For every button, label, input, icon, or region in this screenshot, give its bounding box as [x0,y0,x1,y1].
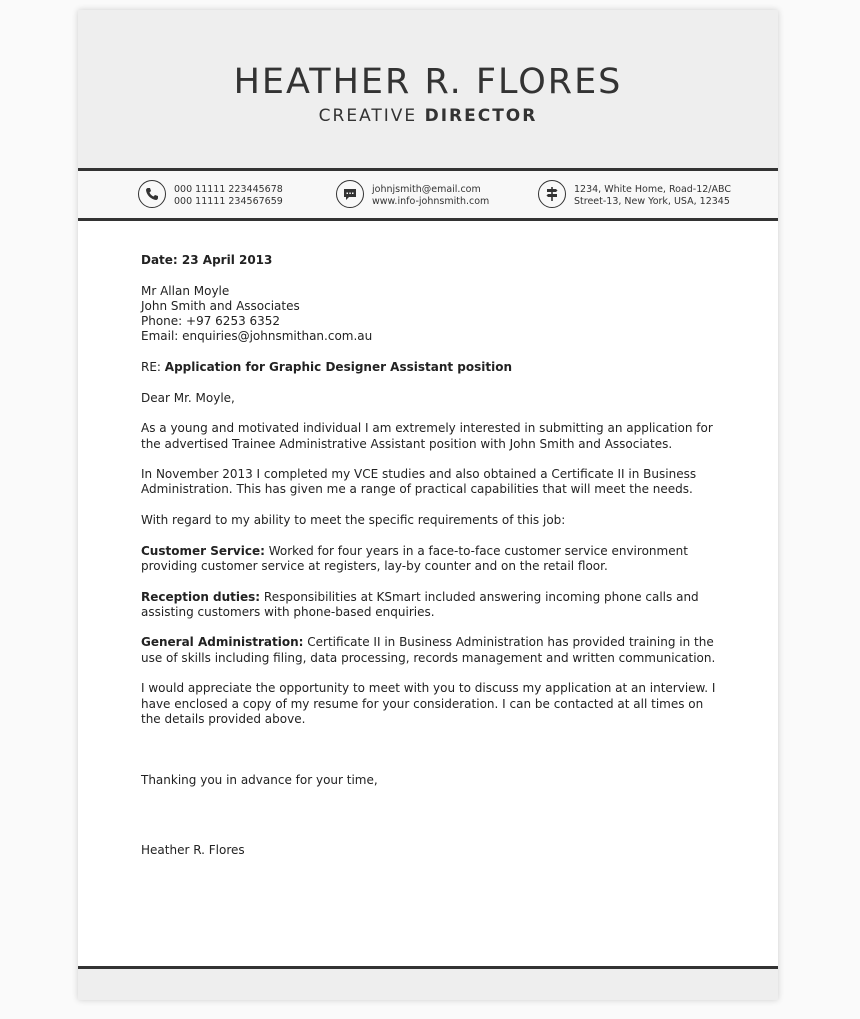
re-subject: Application for Graphic Designer Assistant position [164,360,513,375]
customer-service-text: Worked for four years in a face-to-face customer service environment providing customer service at registers, lay-by counter and on the retail floor. [141,543,688,573]
chat-icon [336,180,364,208]
re-prefix: RE: [141,360,165,375]
phone-line-2: 000 11111 234567659 [174,196,283,207]
reception-duties-text: Responsibilities at KSmart included answering incoming phone calls and assisting customers with phone-based enquiries. [141,589,699,619]
letter-page [78,10,778,1000]
address-line-2: Street-13, New York, USA, 12345 [574,196,730,207]
recipient-name: Mr Allan Moyle [141,283,230,298]
email-link[interactable]: johnjsmith@email.com [372,184,481,195]
reception-duties-item [141,590,721,621]
contact-bar [78,171,778,218]
recipient-phone: Phone: +97 6253 6352 [141,314,281,329]
paragraph-1: As a young and motivated individual I am extremely interested in submitting an application for the advertised Trainee Administrative Assistant position with John Smith and Associates. [141,421,713,451]
recipient-company: John Smith and Associates [141,298,300,313]
applicant-name: HEATHER R. FLORES [233,62,623,102]
salutation: Dear Mr. Moyle, [141,390,235,405]
customer-service-item [141,544,721,575]
general-admin-text: Certificate II in Business Administration has provided training in the use of skills including filing, data processing, records management and written communication. [141,635,716,665]
reception-duties-label: Reception duties: [141,589,261,604]
paragraph-2: In November 2013 I completed my VCE studies and also obtained a Certificate II in Business Administration. This has given me a range of practical capabilities that will meet the needs. [141,467,697,497]
general-admin-label: General Administration: [141,635,304,650]
footer-band [78,969,778,1000]
subject-line [141,360,721,375]
header [78,10,778,170]
recipient-email: Email: enquiries@johnsmithan.com.au [141,329,373,344]
paragraph-3: With regard to my ability to meet the specific requirements of this job: [141,513,566,528]
phone-icon [138,180,166,208]
letter-body [141,253,721,874]
general-admin-item [141,635,721,666]
contact-divider [78,218,778,221]
address-line-1: 1234, White Home, Road-12/ABC [574,184,731,195]
phone-line-1: 000 11111 223445678 [174,184,283,195]
signpost-icon [538,180,566,208]
closing: Thanking you in advance for your time, [141,772,378,787]
website-link[interactable]: www.info-johnsmith.com [372,196,490,207]
signature-name: Heather R. Flores [141,843,245,858]
job-title-light: CREATIVE [318,106,418,126]
job-title [78,106,778,126]
letter-date: Date: 23 April 2013 [141,253,273,267]
customer-service-label: Customer Service: [141,543,265,558]
recipient-block [141,284,721,345]
paragraph-4: I would appreciate the opportunity to meet with you to discuss my application at an interview. I have enclosed a copy of my resume for your consideration. I can be contacted at all times on the details provided above. [141,681,716,726]
job-title-bold: DIRECTOR [424,106,538,126]
